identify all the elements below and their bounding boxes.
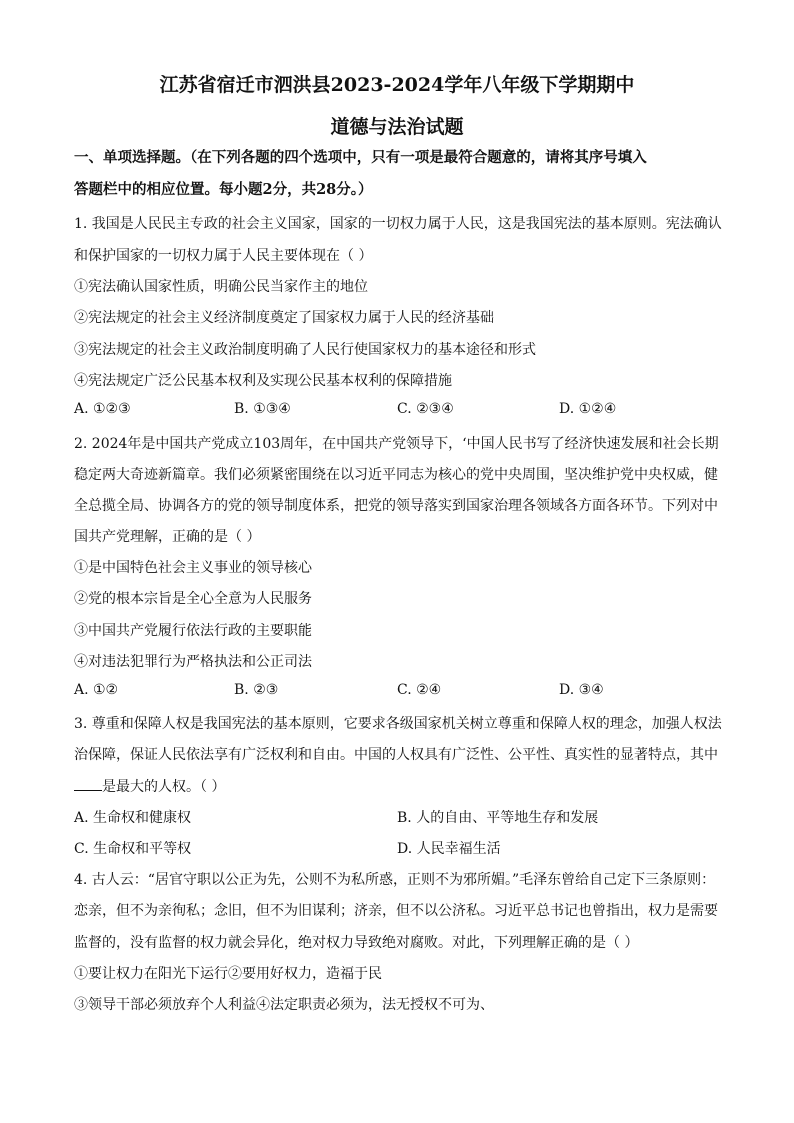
q2-option-a[interactable]: A. ①② xyxy=(74,682,119,698)
q3-stem-line2: 治保障，保证人民依法享有广泛权利和自由。中国的人权具有广泛性、公平性、真实性的显著特点，其中 xyxy=(74,747,718,763)
q3-stem-line3-text: 是最大的人权。（ ） xyxy=(102,779,226,795)
q1-statement-4: ④宪法规定广泛公民基本权利及实现公民基本权利的保障措施 xyxy=(74,373,452,389)
q3-fill-blank[interactable] xyxy=(74,776,102,791)
q3-stem-line1: 3. 尊重和保障人权是我国宪法的基本原则，它要求各级国家机关树立尊重和保障人权的理念，加强人权法 xyxy=(74,716,722,732)
q3-stem-line3 xyxy=(74,776,734,796)
q1-option-a[interactable]: A. ①②③ xyxy=(74,401,131,417)
q1-stem-line1: 1. 我国是人民民主专政的社会主义国家，国家的一切权力属于人民，这是我国宪法的基本原则。宪法确认 xyxy=(74,216,722,232)
q1-statement-3: ③宪法规定的社会主义政治制度明确了人民行使国家权力的基本途径和形式 xyxy=(74,342,536,358)
q2-stem-line1: 2. 2024年是中国共产党成立103周年，在中国共产党领导下，‘中国人民书写了经济快速发展和社会长期 xyxy=(74,436,719,452)
q2-statement-1: ①是中国特色社会主义事业的领导核心 xyxy=(74,560,312,576)
q2-options xyxy=(74,682,734,702)
q1-option-b[interactable]: B. ①③④ xyxy=(234,401,291,417)
q3-options-row1 xyxy=(74,807,734,827)
q3-option-c[interactable]: C. 生命权和平等权 xyxy=(74,841,192,857)
q1-option-d[interactable]: D. ①②④ xyxy=(559,401,617,417)
q1-options xyxy=(74,401,734,421)
q3-option-d[interactable]: D. 人民幸福生活 xyxy=(397,841,501,857)
section-heading-line1: 一、单项选择题。（在下列各题的四个选项中，只有一项是最符合题意的，请将其序号填入 xyxy=(74,149,647,166)
q4-statement-line2: ③领导干部必须放弃个人利益④法定职责必须为，法无授权不可为、 xyxy=(74,997,494,1013)
section-heading-line2: 答题栏中的相应位置。每小题2分，共28分。） xyxy=(74,181,373,198)
q2-option-b[interactable]: B. ②③ xyxy=(234,682,279,698)
q1-stem-line2: 和保护国家的一切权力属于人民主要体现在（ ） xyxy=(74,248,373,264)
q4-statement-line1: ①要让权力在阳光下运行②要用好权力，造福于民 xyxy=(74,966,382,982)
q2-statement-2: ②党的根本宗旨是全心全意为人民服务 xyxy=(74,591,312,607)
q1-statement-2: ②宪法规定的社会主义经济制度奠定了国家权力属于人民的经济基础 xyxy=(74,310,494,326)
q2-statement-3: ③中国共产党履行依法行政的主要职能 xyxy=(74,623,312,639)
q3-option-b[interactable]: B. 人的自由、平等地生存和发展 xyxy=(397,810,599,826)
q2-stem-line3: 全总揽全局、协调各方的党的领导制度体系，把党的领导落实到国家治理各领域各方面各环节。下列对中 xyxy=(74,498,718,514)
exam-subtitle: 道德与法治试题 xyxy=(330,116,464,138)
q2-option-d[interactable]: D. ③④ xyxy=(559,682,604,698)
exam-title: 江苏省宿迁市泗洪县2023-2024学年八年级下学期期中 xyxy=(159,74,635,96)
q2-stem-line4: 国共产党理解，正确的是（ ） xyxy=(74,529,261,545)
q4-stem-line2: 恋亲，但不为亲徇私；念旧，但不为旧谋利；济亲，但不以公济私。习近平总书记也曾指出，权力是需要 xyxy=(74,903,718,919)
q4-stem-line1: 4. 古人云：“居官守职以公正为先，公则不为私所惑，正则不为邪所媚。”毛泽东曾给自己定下三条原则： xyxy=(74,872,716,888)
q2-statement-4: ④对违法犯罪行为严格执法和公正司法 xyxy=(74,654,312,670)
q3-options-row2 xyxy=(74,838,734,858)
q3-option-a[interactable]: A. 生命权和健康权 xyxy=(74,810,192,826)
q1-statement-1: ①宪法确认国家性质，明确公民当家作主的地位 xyxy=(74,279,368,295)
q2-option-c[interactable]: C. ②④ xyxy=(397,682,442,698)
q2-stem-line2: 稳定两大奇迹新篇章。我们必须紧密围绕在以习近平同志为核心的党中央周围，坚决维护党中央权威，健 xyxy=(74,467,718,483)
q1-option-c[interactable]: C. ②③④ xyxy=(397,401,454,417)
q4-stem-line3: 监督的，没有监督的权力就会异化，绝对权力导致绝对腐败。对此，下列理解正确的是（ ） xyxy=(74,935,639,951)
